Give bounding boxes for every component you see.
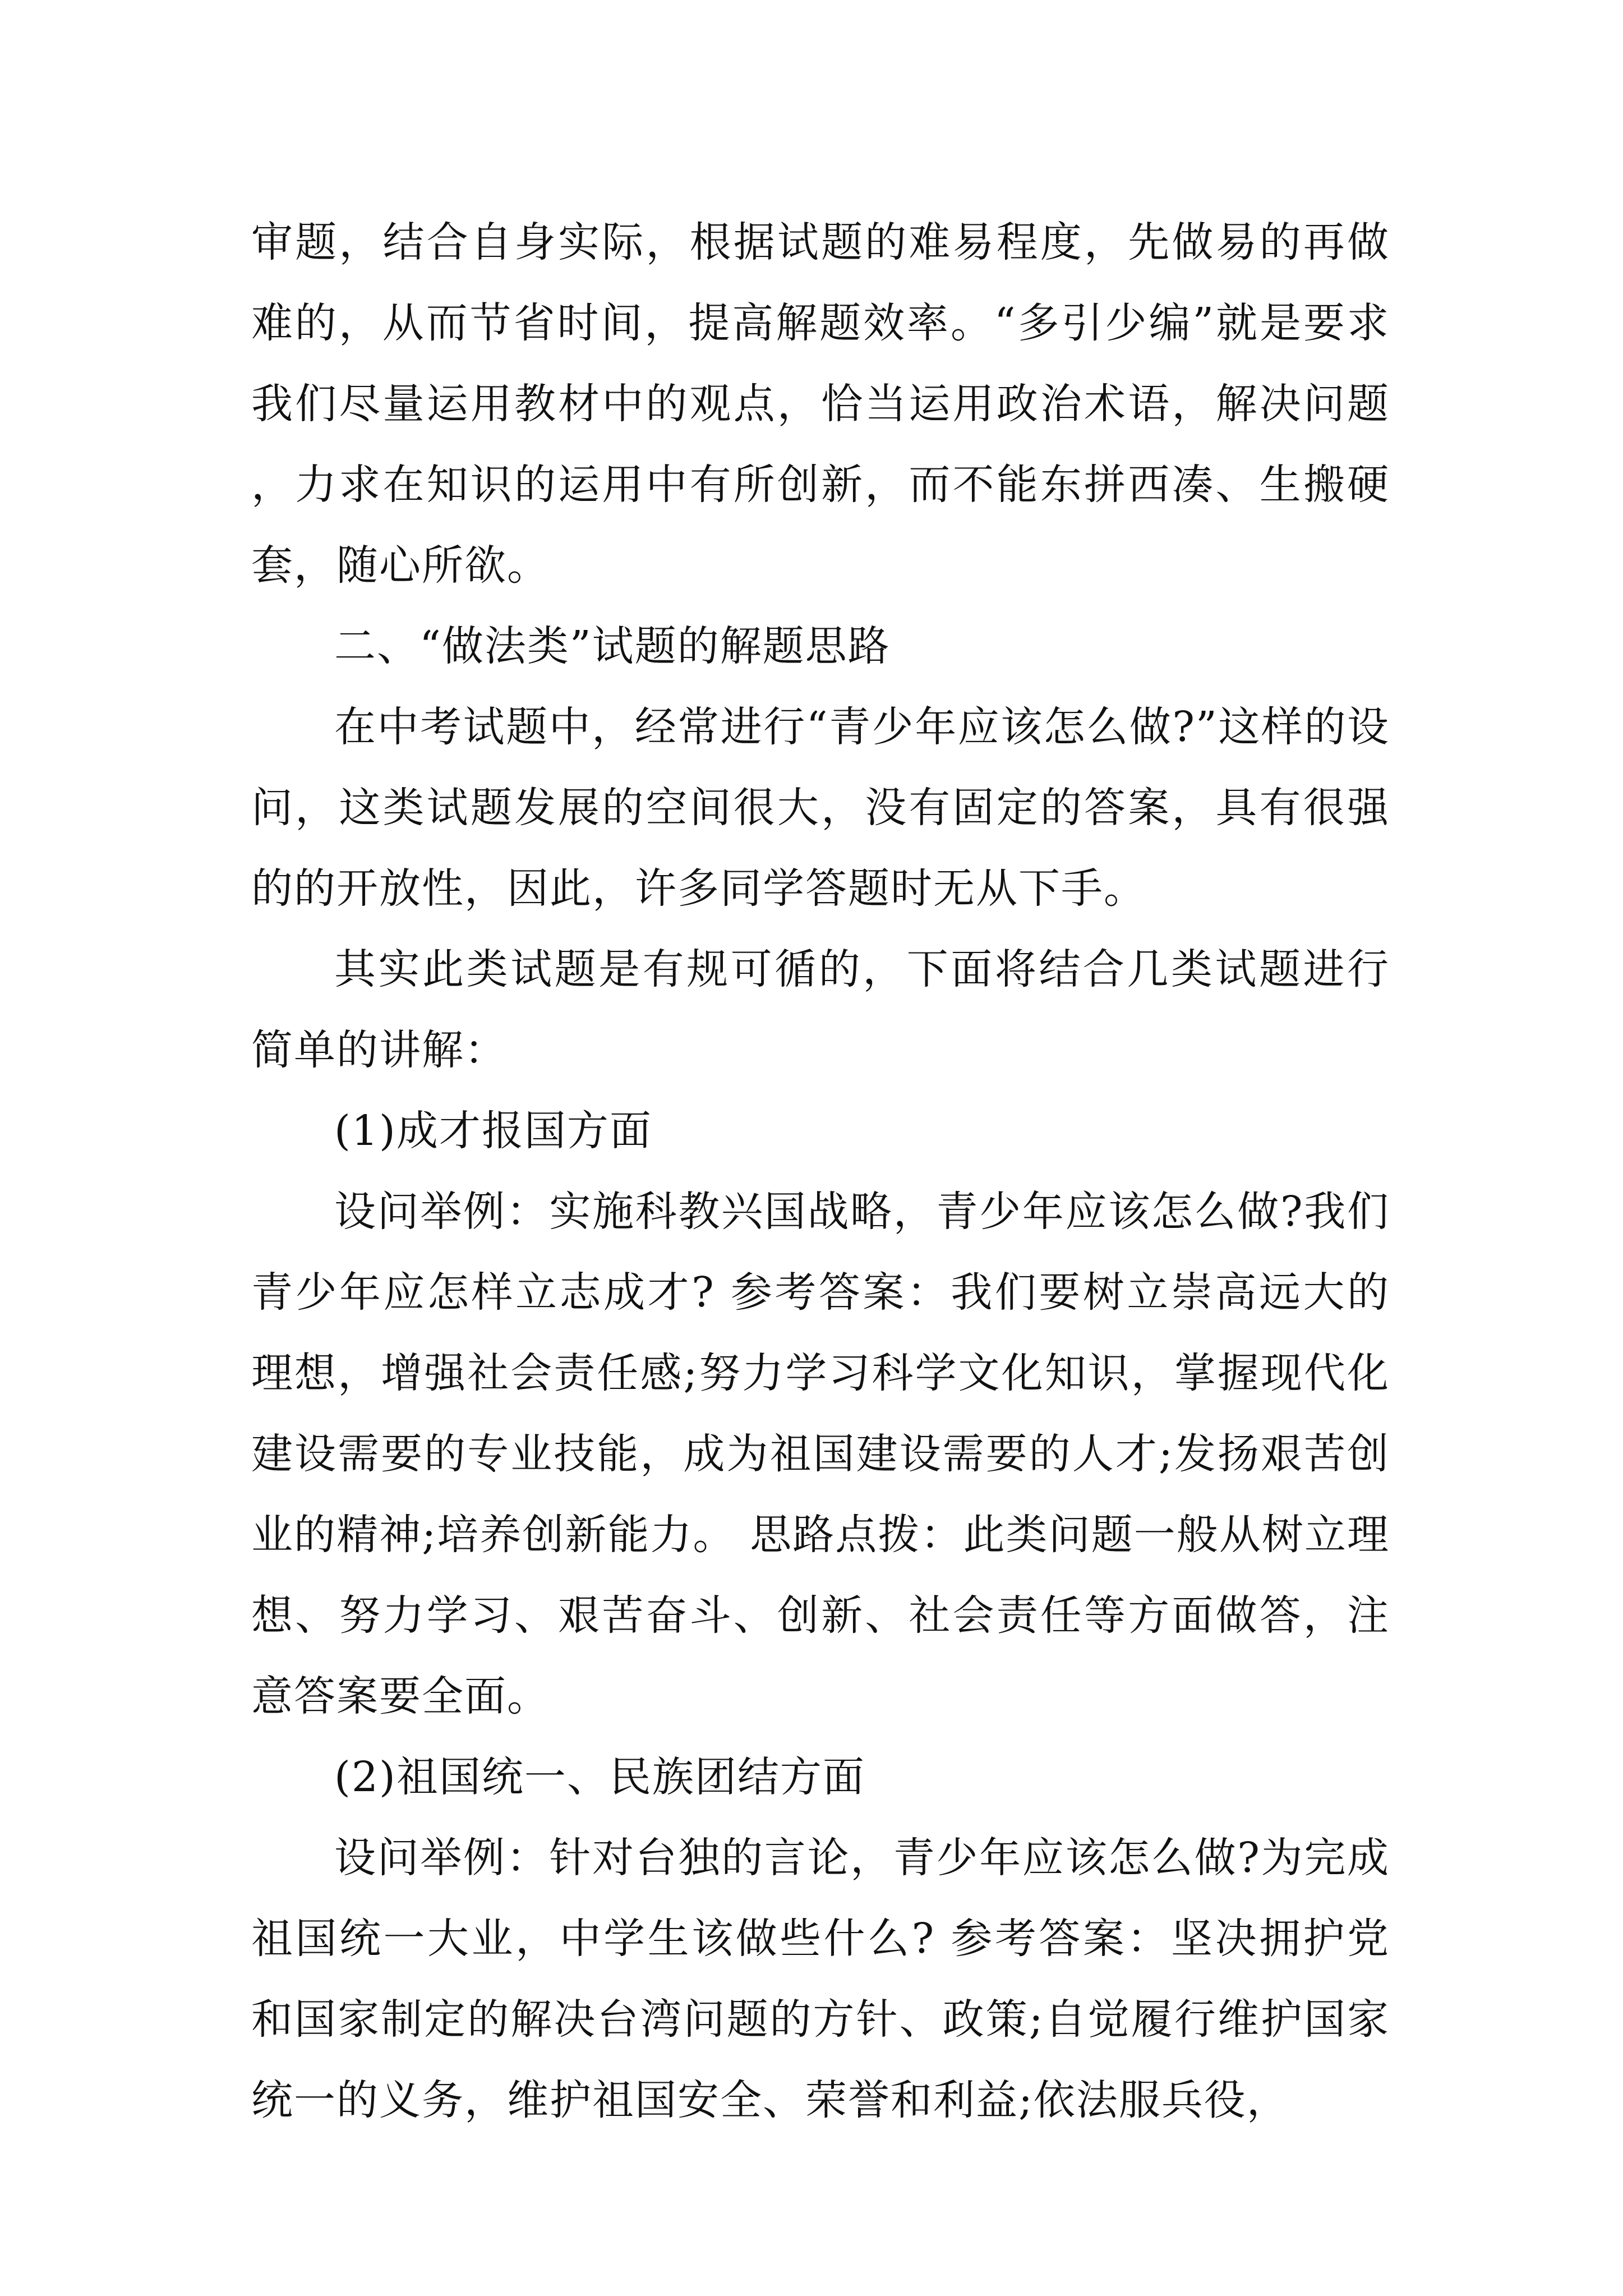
paragraph-continuation: 审题，结合自身实际，根据试题的难易程度，先做易的再做难的，从而节省时间，提高解题效率。“多引少编”就是要求我们尽量运用教材中的观点，恰当运用政治术语，解决问题，力求在知识的运用中有所创新，而不能东拼西凑、生搬硬套，随心所欲。	[251, 218, 1390, 590]
section-heading-method-questions: 二、“做法类”试题的解题思路	[334, 622, 891, 670]
document-body	[251, 202, 1390, 2141]
subheading-unity: (2)祖国统一、民族团结方面	[334, 1753, 865, 1801]
paragraph-overview: 其实此类试题是有规可循的，下面将结合几类试题进行简单的讲解：	[251, 945, 1390, 1074]
paragraph-talent-example: 设问举例：实施科教兴国战略，青少年应该怎么做?我们青少年应怎样立志成才? 参考答案：我们要树立崇高远大的理想，增强社会责任感;努力学习科学文化知识，掌握现代化建设需要的专业技能，成为祖国建设需要的人才;发扬艰苦创业的精神;培养创新能力。 思路点拨：此类问题一般从树立理想、努力学习、艰苦奋斗、创新、社会责任等方面做答，注意答案要全面。	[251, 1188, 1390, 1720]
paragraph-unity-example: 设问举例：针对台独的言论，青少年应该怎么做?为完成祖国统一大业，中学生该做些什么? 参考答案：坚决拥护党和国家制定的解决台湾问题的方针、政策;自觉履行维护国家统一的义务，维护祖国安全、荣誉和利益;依法服兵役，	[251, 1834, 1390, 2124]
subheading-talent: (1)成才报国方面	[334, 1107, 652, 1155]
paragraph-intro: 在中考试题中，经常进行“青少年应该怎么做?”这样的设问，这类试题发展的空间很大，没有固定的答案，具有很强的的开放性，因此，许多同学答题时无从下手。	[251, 703, 1390, 913]
